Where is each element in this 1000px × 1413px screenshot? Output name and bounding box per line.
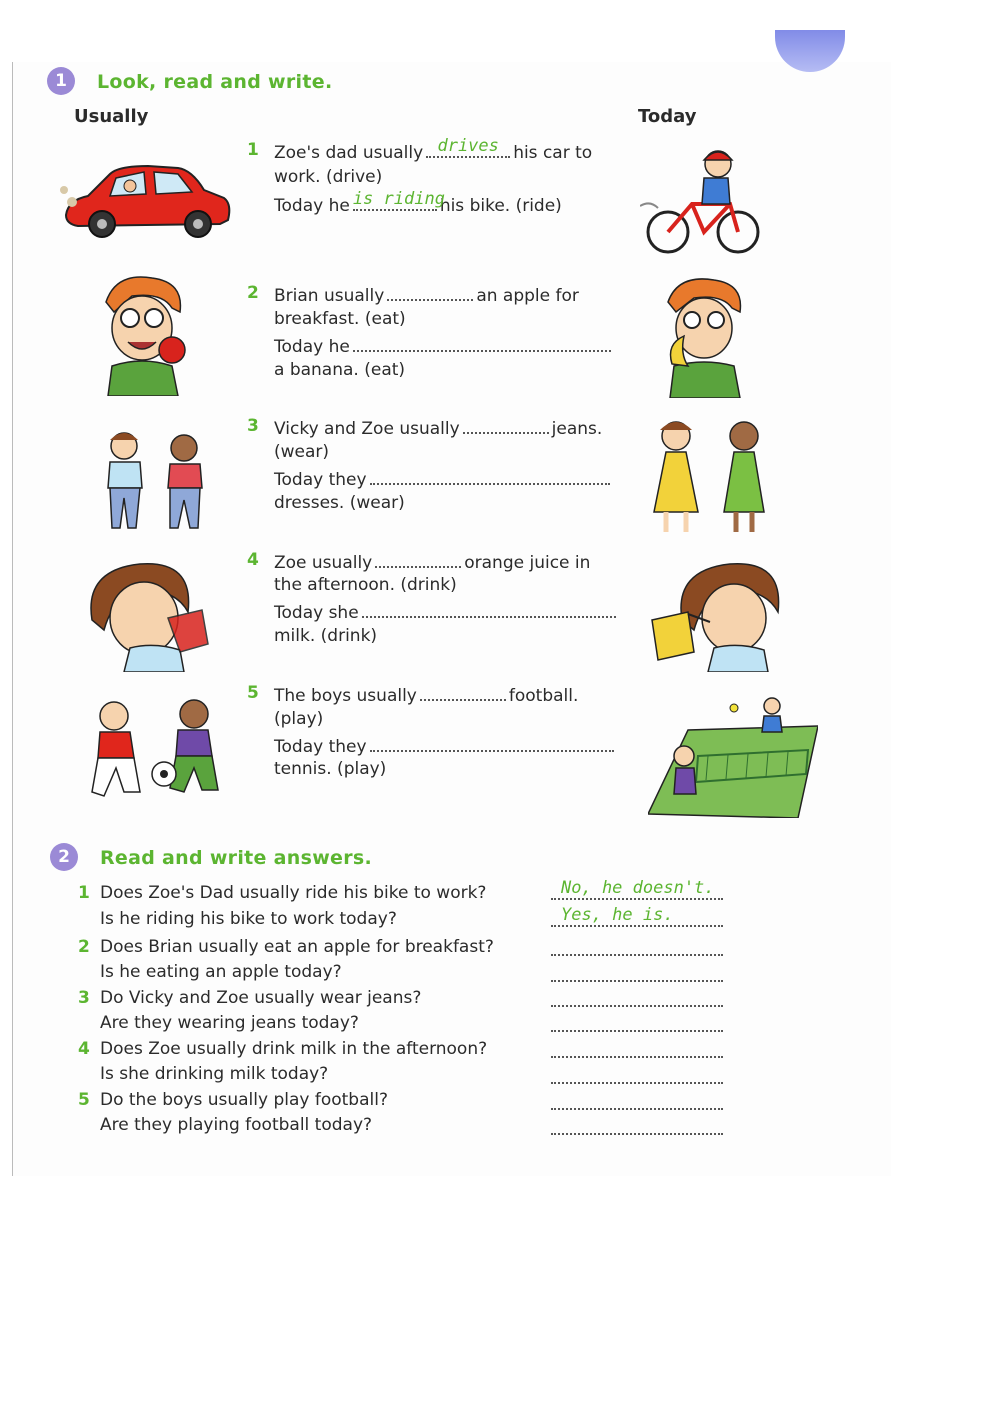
item-number: 2 <box>247 283 259 303</box>
item-line-4: tennis. (play) <box>274 759 387 779</box>
question-text: Is he eating an apple today? <box>100 962 342 982</box>
item-line-3: Today he <box>274 334 614 357</box>
column-usually-heading: Usually <box>74 106 149 127</box>
answer-line[interactable] <box>551 962 723 982</box>
answer-line[interactable]: Yes, he is. <box>551 907 723 927</box>
item-line-2: the afternoon. (drink) <box>274 575 457 595</box>
item-line-4: a banana. (eat) <box>274 360 406 380</box>
answer-blank[interactable] <box>370 734 614 752</box>
question-number: 4 <box>78 1039 90 1059</box>
section-1-badge: 1 <box>47 67 75 95</box>
question-text: Does Zoe usually drink milk in the afternoon? <box>100 1039 488 1059</box>
answer-line[interactable] <box>551 1038 723 1058</box>
item-line-3: Today he is riding his bike. (ride) <box>274 189 562 216</box>
item-line-1: Zoe usually orange juice in <box>274 550 590 573</box>
answer-line[interactable]: No, he doesn't. <box>551 880 723 900</box>
item-number: 3 <box>247 416 259 436</box>
apple-boy-icon <box>92 272 196 396</box>
car-icon <box>58 160 234 242</box>
question-text: Are they wearing jeans today? <box>100 1013 359 1033</box>
answer-line[interactable] <box>551 936 723 956</box>
item-line-3: Today they <box>274 734 617 757</box>
banana-boy-icon <box>658 274 752 398</box>
item-line-2: (play) <box>274 709 324 729</box>
item-line-1: Vicky and Zoe usually jeans. <box>274 416 602 439</box>
item-line-1: Zoe's dad usually drives his car to <box>274 136 593 163</box>
answer-blank[interactable] <box>420 683 506 701</box>
item-line-1: The boys usually football. <box>274 683 578 706</box>
item-line-4: milk. (drink) <box>274 626 378 646</box>
answer-blank[interactable] <box>353 334 611 352</box>
question-number: 3 <box>78 988 90 1008</box>
football-boys-icon <box>80 696 230 804</box>
answer-blank[interactable] <box>375 550 461 568</box>
item-number: 4 <box>247 550 259 570</box>
answer-blank[interactable] <box>387 283 473 301</box>
answer-blank[interactable] <box>463 416 549 434</box>
girls-dresses-icon <box>640 412 786 538</box>
question-text: Does Zoe's Dad usually ride his bike to work? <box>100 883 487 903</box>
question-text: Do the boys usually play football? <box>100 1090 388 1110</box>
question-text: Does Brian usually eat an apple for breakfast? <box>100 937 494 957</box>
answer-blank[interactable] <box>370 467 610 485</box>
answer-line[interactable] <box>551 1012 723 1032</box>
question-number: 2 <box>78 937 90 957</box>
section-2-title: Read and write answers. <box>100 847 373 869</box>
question-number: 5 <box>78 1090 90 1110</box>
answer-line[interactable] <box>551 1090 723 1110</box>
question-text: Do Vicky and Zoe usually wear jeans? <box>100 988 422 1008</box>
column-today-heading: Today <box>638 106 697 127</box>
answer-line[interactable] <box>551 987 723 1007</box>
answer-blank[interactable]: drives <box>426 140 510 158</box>
item-number: 5 <box>247 683 259 703</box>
item-line-2: work. (drive) <box>274 167 383 187</box>
answer-blank[interactable] <box>362 600 616 618</box>
item-line-3: Today they <box>274 467 613 490</box>
milk-girl-icon <box>648 560 788 672</box>
question-number: 1 <box>78 883 90 903</box>
item-number: 1 <box>247 140 259 160</box>
section-2-badge: 2 <box>50 843 78 871</box>
tennis-court-icon <box>648 690 818 818</box>
item-line-3: Today she <box>274 600 619 623</box>
item-line-4: dresses. (wear) <box>274 493 405 513</box>
section-1-title: Look, read and write. <box>97 71 333 93</box>
girls-jeans-icon <box>86 428 224 534</box>
answer-line[interactable] <box>551 1115 723 1135</box>
item-line-2: breakfast. (eat) <box>274 309 406 329</box>
question-text: Are they playing football today? <box>100 1115 373 1135</box>
item-line-2: (wear) <box>274 442 330 462</box>
question-text: Is she drinking milk today? <box>100 1064 329 1084</box>
bike-icon <box>640 146 764 258</box>
answer-blank[interactable]: is riding <box>352 189 445 209</box>
item-line-1: Brian usually an apple for <box>274 283 579 306</box>
answer-line[interactable] <box>551 1064 723 1084</box>
question-text: Is he riding his bike to work today? <box>100 909 397 929</box>
juice-girl-icon <box>84 560 230 672</box>
